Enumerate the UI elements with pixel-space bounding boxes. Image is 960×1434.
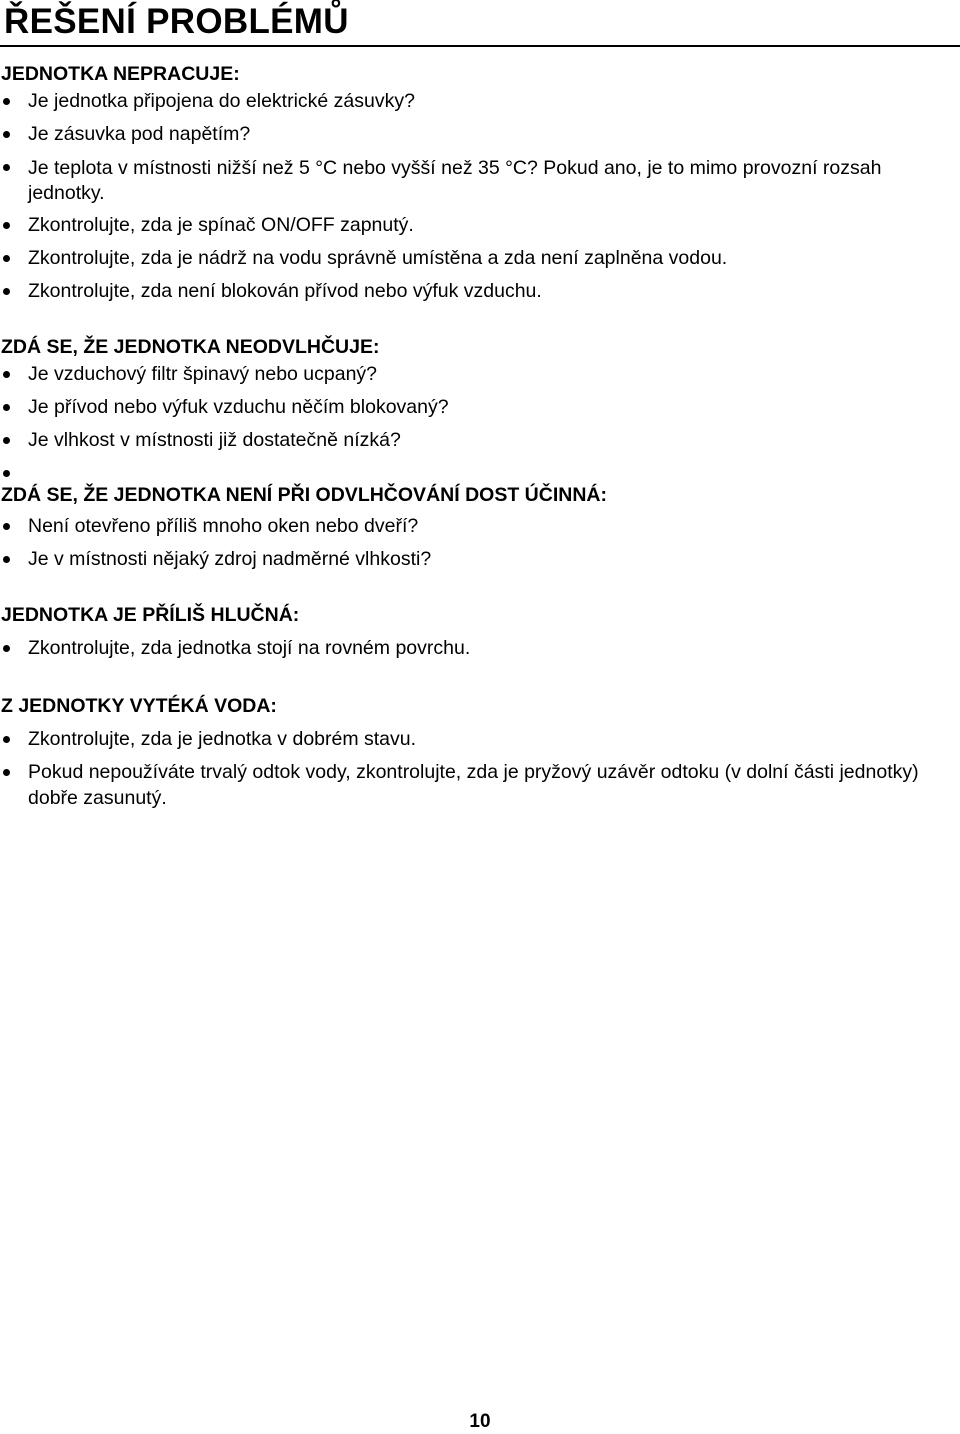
- section-unit-not-working: [0, 60, 958, 311]
- section-heading: JEDNOTKA NEPRACUJE:: [1, 63, 240, 85]
- bullet-icon: [3, 556, 10, 563]
- bullet-icon: [3, 736, 10, 743]
- bullet-icon: [3, 404, 10, 411]
- list-item: Je vzduchový filtr špinavý nebo ucpaný?: [0, 361, 958, 394]
- bullet-icon: [3, 523, 10, 530]
- section-not-dehumidifying: [0, 333, 958, 481]
- section-list: [0, 361, 958, 481]
- section-too-noisy: [0, 601, 958, 668]
- title-divider: [0, 45, 960, 47]
- section-list: [0, 513, 958, 579]
- list-item: Je vlhkost v místnosti již dostatečně nízká?: [0, 427, 958, 460]
- list-item: Zkontrolujte, zda je jednotka v dobrém stavu.: [0, 726, 958, 759]
- list-item: Zkontrolujte, zda není blokován přívod nebo výfuk vzduchu.: [0, 278, 958, 311]
- list-item: Pokud nepoužíváte trvalý odtok vody, zkontrolujte, zda je pryžový uzávěr odtoku (v dolní části jednotky) dobře zasunutý.: [0, 759, 958, 817]
- troubleshooting-content: [0, 60, 958, 817]
- section-list: [0, 88, 958, 311]
- section-water-leaking: [0, 692, 958, 817]
- bullet-icon: [3, 371, 10, 378]
- bullet-icon: [3, 255, 10, 262]
- list-item: Je zásuvka pod napětím?: [0, 121, 958, 154]
- list-item: Zkontrolujte, zda je nádrž na vodu správně umístěna a zda není zaplněna vodou.: [0, 245, 958, 278]
- bullet-icon: [3, 164, 10, 171]
- section-low-efficiency: [0, 481, 958, 579]
- page-number: 10: [469, 1411, 491, 1432]
- bullet-icon: [3, 222, 10, 229]
- section-list: [0, 726, 958, 817]
- bullet-icon: [3, 645, 10, 652]
- section-list: [0, 635, 958, 668]
- section-heading: ZDÁ SE, ŽE JEDNOTKA NEODVLHČUJE:: [1, 336, 380, 358]
- bullet-icon: [3, 470, 10, 477]
- section-heading: Z JEDNOTKY VYTÉKÁ VODA:: [1, 695, 277, 717]
- list-item: Zkontrolujte, zda jednotka stojí na rovném povrchu.: [0, 635, 958, 668]
- list-item: Je přívod nebo výfuk vzduchu něčím blokovaný?: [0, 394, 958, 427]
- bullet-icon: [3, 98, 10, 105]
- bullet-icon: [3, 769, 10, 776]
- list-item: Je v místnosti nějaký zdroj nadměrné vlhkosti?: [0, 546, 958, 579]
- list-item: Je jednotka připojena do elektrické zásuvky?: [0, 88, 958, 121]
- section-heading: ZDÁ SE, ŽE JEDNOTKA NENÍ PŘI ODVLHČOVÁNÍ DOST ÚČINNÁ:: [1, 484, 607, 506]
- list-item: Není otevřeno příliš mnoho oken nebo dveří?: [0, 513, 958, 546]
- section-heading: JEDNOTKA JE PŘÍLIŠ HLUČNÁ:: [1, 604, 300, 626]
- list-item: Zkontrolujte, zda je spínač ON/OFF zapnutý.: [0, 212, 958, 245]
- bullet-icon: [3, 131, 10, 138]
- bullet-icon: [3, 437, 10, 444]
- list-item: [0, 460, 958, 481]
- list-item: Je teplota v místnosti nižší než 5 °C nebo vyšší než 35 °C? Pokud ano, je to mimo provozní rozsah jednotky.: [0, 154, 958, 212]
- page-title: ŘEŠENÍ PROBLÉMŮ: [4, 2, 349, 41]
- bullet-icon: [3, 288, 10, 295]
